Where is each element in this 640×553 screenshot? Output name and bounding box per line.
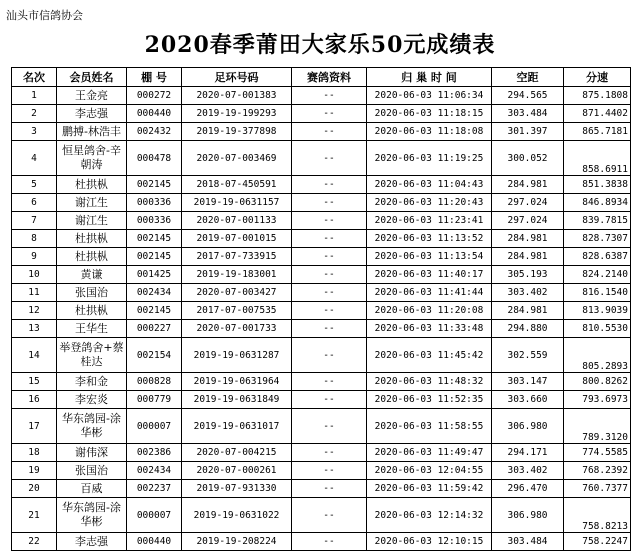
cell-distance: 284.981 xyxy=(492,248,564,266)
cell-loft-number: 000440 xyxy=(127,105,182,123)
cell-speed: 789.3120 xyxy=(564,409,631,444)
cell-member-name: 百威 xyxy=(57,480,127,498)
cell-loft-number: 002386 xyxy=(127,444,182,462)
cell-distance: 303.484 xyxy=(492,533,564,551)
cell-rank: 8 xyxy=(12,230,57,248)
cell-member-name: 张国治 xyxy=(57,462,127,480)
cell-distance: 303.147 xyxy=(492,373,564,391)
cell-speed: 813.9039 xyxy=(564,302,631,320)
cell-member-name: 谢江生 xyxy=(57,194,127,212)
table-row xyxy=(12,230,631,248)
table-row xyxy=(12,212,631,230)
cell-pigeon-info: -- xyxy=(292,302,367,320)
cell-distance: 296.470 xyxy=(492,480,564,498)
cell-arrival-time: 2020-06-03 11:59:42 xyxy=(367,480,492,498)
cell-ring-number: 2019-19-183001 xyxy=(182,266,292,284)
table-row xyxy=(12,123,631,141)
cell-ring-number: 2019-19-0631022 xyxy=(182,498,292,533)
cell-member-name: 杜拱枞 xyxy=(57,248,127,266)
table-row xyxy=(12,373,631,391)
cell-ring-number: 2018-07-450591 xyxy=(182,176,292,194)
cell-pigeon-info: -- xyxy=(292,194,367,212)
cell-arrival-time: 2020-06-03 11:40:17 xyxy=(367,266,492,284)
cell-arrival-time: 2020-06-03 11:52:35 xyxy=(367,391,492,409)
cell-loft-number: 000007 xyxy=(127,409,182,444)
cell-arrival-time: 2020-06-03 12:14:32 xyxy=(367,498,492,533)
cell-loft-number: 002432 xyxy=(127,123,182,141)
cell-arrival-time: 2020-06-03 11:48:32 xyxy=(367,373,492,391)
cell-loft-number: 000336 xyxy=(127,194,182,212)
cell-loft-number: 002145 xyxy=(127,176,182,194)
cell-speed: 758.8213 xyxy=(564,498,631,533)
table-row xyxy=(12,409,631,444)
cell-ring-number: 2020-07-001383 xyxy=(182,87,292,105)
cell-member-name: 华东鸽园-涂华彬 xyxy=(57,409,127,444)
table-row xyxy=(12,533,631,551)
cell-ring-number: 2019-19-0631849 xyxy=(182,391,292,409)
cell-distance: 294.565 xyxy=(492,87,564,105)
header-pigeon-info: 赛鸽资料 xyxy=(292,68,367,87)
cell-distance: 306.980 xyxy=(492,409,564,444)
cell-rank: 20 xyxy=(12,480,57,498)
table-row xyxy=(12,498,631,533)
cell-pigeon-info: -- xyxy=(292,373,367,391)
cell-member-name: 谢江生 xyxy=(57,212,127,230)
cell-ring-number: 2017-07-733915 xyxy=(182,248,292,266)
cell-ring-number: 2019-19-377898 xyxy=(182,123,292,141)
cell-distance: 301.397 xyxy=(492,123,564,141)
cell-member-name: 杜拱枞 xyxy=(57,302,127,320)
cell-arrival-time: 2020-06-03 11:18:15 xyxy=(367,105,492,123)
organization-name: 汕头市信鸽协会 xyxy=(6,9,83,22)
results-table xyxy=(11,67,631,551)
cell-ring-number: 2019-19-199293 xyxy=(182,105,292,123)
cell-rank: 15 xyxy=(12,373,57,391)
cell-speed: 858.6911 xyxy=(564,141,631,176)
cell-loft-number: 002145 xyxy=(127,248,182,266)
cell-rank: 17 xyxy=(12,409,57,444)
table-row xyxy=(12,87,631,105)
cell-arrival-time: 2020-06-03 11:58:55 xyxy=(367,409,492,444)
table-header-row xyxy=(12,68,631,87)
cell-loft-number: 002434 xyxy=(127,284,182,302)
cell-member-name: 谢伟深 xyxy=(57,444,127,462)
cell-rank: 13 xyxy=(12,320,57,338)
cell-speed: 828.6387 xyxy=(564,248,631,266)
table-row xyxy=(12,462,631,480)
cell-loft-number: 002154 xyxy=(127,338,182,373)
cell-distance: 306.980 xyxy=(492,498,564,533)
cell-speed: 810.5530 xyxy=(564,320,631,338)
cell-rank: 3 xyxy=(12,123,57,141)
cell-arrival-time: 2020-06-03 11:23:41 xyxy=(367,212,492,230)
cell-pigeon-info: -- xyxy=(292,444,367,462)
cell-loft-number: 000779 xyxy=(127,391,182,409)
cell-loft-number: 000272 xyxy=(127,87,182,105)
cell-member-name: 王华生 xyxy=(57,320,127,338)
cell-distance: 303.402 xyxy=(492,462,564,480)
cell-member-name: 张国治 xyxy=(57,284,127,302)
cell-loft-number: 002434 xyxy=(127,462,182,480)
cell-member-name: 李志强 xyxy=(57,105,127,123)
cell-distance: 284.981 xyxy=(492,302,564,320)
cell-ring-number: 2020-07-001133 xyxy=(182,212,292,230)
cell-arrival-time: 2020-06-03 11:45:42 xyxy=(367,338,492,373)
cell-speed: 768.2392 xyxy=(564,462,631,480)
cell-member-name: 鹏搏-林浩丰 xyxy=(57,123,127,141)
cell-loft-number: 002145 xyxy=(127,302,182,320)
cell-speed: 875.1808 xyxy=(564,87,631,105)
cell-speed: 800.8262 xyxy=(564,373,631,391)
cell-rank: 22 xyxy=(12,533,57,551)
cell-distance: 303.660 xyxy=(492,391,564,409)
cell-distance: 303.402 xyxy=(492,284,564,302)
cell-ring-number: 2019-07-931330 xyxy=(182,480,292,498)
cell-loft-number: 000828 xyxy=(127,373,182,391)
table-row xyxy=(12,320,631,338)
cell-member-name: 李和金 xyxy=(57,373,127,391)
header-loft-number: 棚 号 xyxy=(127,68,182,87)
cell-pigeon-info: -- xyxy=(292,409,367,444)
cell-pigeon-info: -- xyxy=(292,105,367,123)
cell-pigeon-info: -- xyxy=(292,533,367,551)
cell-member-name: 王金亮 xyxy=(57,87,127,105)
cell-distance: 305.193 xyxy=(492,266,564,284)
cell-distance: 294.171 xyxy=(492,444,564,462)
cell-ring-number: 2019-19-0631017 xyxy=(182,409,292,444)
cell-ring-number: 2020-07-004215 xyxy=(182,444,292,462)
cell-pigeon-info: -- xyxy=(292,480,367,498)
cell-rank: 7 xyxy=(12,212,57,230)
cell-arrival-time: 2020-06-03 11:06:34 xyxy=(367,87,492,105)
cell-rank: 11 xyxy=(12,284,57,302)
cell-member-name: 华东鸽园-涂华彬 xyxy=(57,498,127,533)
cell-ring-number: 2020-07-003427 xyxy=(182,284,292,302)
cell-rank: 18 xyxy=(12,444,57,462)
cell-speed: 851.3838 xyxy=(564,176,631,194)
cell-ring-number: 2019-07-001015 xyxy=(182,230,292,248)
cell-rank: 10 xyxy=(12,266,57,284)
header-ring-number: 足环号码 xyxy=(182,68,292,87)
cell-arrival-time: 2020-06-03 11:20:08 xyxy=(367,302,492,320)
cell-speed: 824.2140 xyxy=(564,266,631,284)
cell-ring-number: 2020-07-003469 xyxy=(182,141,292,176)
cell-pigeon-info: -- xyxy=(292,230,367,248)
cell-distance: 294.880 xyxy=(492,320,564,338)
cell-distance: 297.024 xyxy=(492,194,564,212)
cell-pigeon-info: -- xyxy=(292,462,367,480)
cell-distance: 297.024 xyxy=(492,212,564,230)
cell-ring-number: 2020-07-000261 xyxy=(182,462,292,480)
cell-pigeon-info: -- xyxy=(292,212,367,230)
table-row xyxy=(12,284,631,302)
header-rank: 名次 xyxy=(12,68,57,87)
header-speed: 分速 xyxy=(564,68,631,87)
cell-rank: 4 xyxy=(12,141,57,176)
cell-pigeon-info: -- xyxy=(292,123,367,141)
cell-arrival-time: 2020-06-03 11:19:25 xyxy=(367,141,492,176)
header-distance: 空距 xyxy=(492,68,564,87)
cell-distance: 284.981 xyxy=(492,176,564,194)
cell-rank: 2 xyxy=(12,105,57,123)
cell-pigeon-info: -- xyxy=(292,320,367,338)
cell-loft-number: 000478 xyxy=(127,141,182,176)
cell-loft-number: 001425 xyxy=(127,266,182,284)
cell-speed: 846.8934 xyxy=(564,194,631,212)
cell-loft-number: 000227 xyxy=(127,320,182,338)
header-arrival-time: 归 巢 时 间 xyxy=(367,68,492,87)
cell-speed: 805.2893 xyxy=(564,338,631,373)
table-row xyxy=(12,302,631,320)
cell-rank: 5 xyxy=(12,176,57,194)
cell-rank: 9 xyxy=(12,248,57,266)
cell-pigeon-info: -- xyxy=(292,248,367,266)
table-row xyxy=(12,176,631,194)
cell-rank: 14 xyxy=(12,338,57,373)
cell-distance: 303.484 xyxy=(492,105,564,123)
cell-pigeon-info: -- xyxy=(292,87,367,105)
cell-loft-number: 002145 xyxy=(127,230,182,248)
cell-ring-number: 2020-07-001733 xyxy=(182,320,292,338)
cell-loft-number: 000440 xyxy=(127,533,182,551)
table-row xyxy=(12,480,631,498)
cell-loft-number: 002237 xyxy=(127,480,182,498)
cell-speed: 828.7307 xyxy=(564,230,631,248)
cell-member-name: 恒星鸽舍-辛朝涛 xyxy=(57,141,127,176)
cell-speed: 793.6973 xyxy=(564,391,631,409)
cell-rank: 1 xyxy=(12,87,57,105)
cell-arrival-time: 2020-06-03 12:04:55 xyxy=(367,462,492,480)
table-row xyxy=(12,248,631,266)
cell-member-name: 杜拱枞 xyxy=(57,230,127,248)
cell-pigeon-info: -- xyxy=(292,266,367,284)
cell-loft-number: 000007 xyxy=(127,498,182,533)
cell-arrival-time: 2020-06-03 11:13:54 xyxy=(367,248,492,266)
cell-speed: 865.7181 xyxy=(564,123,631,141)
cell-pigeon-info: -- xyxy=(292,141,367,176)
cell-member-name: 杜拱枞 xyxy=(57,176,127,194)
cell-speed: 816.1540 xyxy=(564,284,631,302)
cell-pigeon-info: -- xyxy=(292,176,367,194)
cell-arrival-time: 2020-06-03 11:49:47 xyxy=(367,444,492,462)
cell-rank: 12 xyxy=(12,302,57,320)
cell-member-name: 黄谦 xyxy=(57,266,127,284)
cell-rank: 19 xyxy=(12,462,57,480)
header-member-name: 会员姓名 xyxy=(57,68,127,87)
cell-member-name: 举登鸽舍+蔡桂达 xyxy=(57,338,127,373)
table-row xyxy=(12,444,631,462)
table-row xyxy=(12,391,631,409)
table-row xyxy=(12,194,631,212)
table-row xyxy=(12,266,631,284)
cell-arrival-time: 2020-06-03 11:33:48 xyxy=(367,320,492,338)
page-title: 2020春季莆田大家乐50元成绩表 xyxy=(144,32,496,58)
cell-pigeon-info: -- xyxy=(292,391,367,409)
cell-arrival-time: 2020-06-03 11:41:44 xyxy=(367,284,492,302)
cell-ring-number: 2019-19-208224 xyxy=(182,533,292,551)
cell-loft-number: 000336 xyxy=(127,212,182,230)
cell-ring-number: 2019-19-0631964 xyxy=(182,373,292,391)
cell-arrival-time: 2020-06-03 12:10:15 xyxy=(367,533,492,551)
cell-pigeon-info: -- xyxy=(292,284,367,302)
cell-distance: 302.559 xyxy=(492,338,564,373)
cell-ring-number: 2019-19-0631287 xyxy=(182,338,292,373)
cell-ring-number: 2017-07-007535 xyxy=(182,302,292,320)
cell-pigeon-info: -- xyxy=(292,498,367,533)
cell-distance: 300.052 xyxy=(492,141,564,176)
cell-speed: 871.4402 xyxy=(564,105,631,123)
cell-arrival-time: 2020-06-03 11:20:43 xyxy=(367,194,492,212)
cell-speed: 758.2247 xyxy=(564,533,631,551)
cell-rank: 16 xyxy=(12,391,57,409)
cell-arrival-time: 2020-06-03 11:04:43 xyxy=(367,176,492,194)
cell-arrival-time: 2020-06-03 11:13:52 xyxy=(367,230,492,248)
cell-arrival-time: 2020-06-03 11:18:08 xyxy=(367,123,492,141)
table-row xyxy=(12,105,631,123)
cell-member-name: 李宏炎 xyxy=(57,391,127,409)
cell-ring-number: 2019-19-0631157 xyxy=(182,194,292,212)
cell-rank: 6 xyxy=(12,194,57,212)
cell-rank: 21 xyxy=(12,498,57,533)
cell-speed: 760.7377 xyxy=(564,480,631,498)
table-row xyxy=(12,141,631,176)
cell-speed: 774.5585 xyxy=(564,444,631,462)
table-row xyxy=(12,338,631,373)
cell-distance: 284.981 xyxy=(492,230,564,248)
cell-member-name: 李志强 xyxy=(57,533,127,551)
cell-pigeon-info: -- xyxy=(292,338,367,373)
cell-speed: 839.7815 xyxy=(564,212,631,230)
